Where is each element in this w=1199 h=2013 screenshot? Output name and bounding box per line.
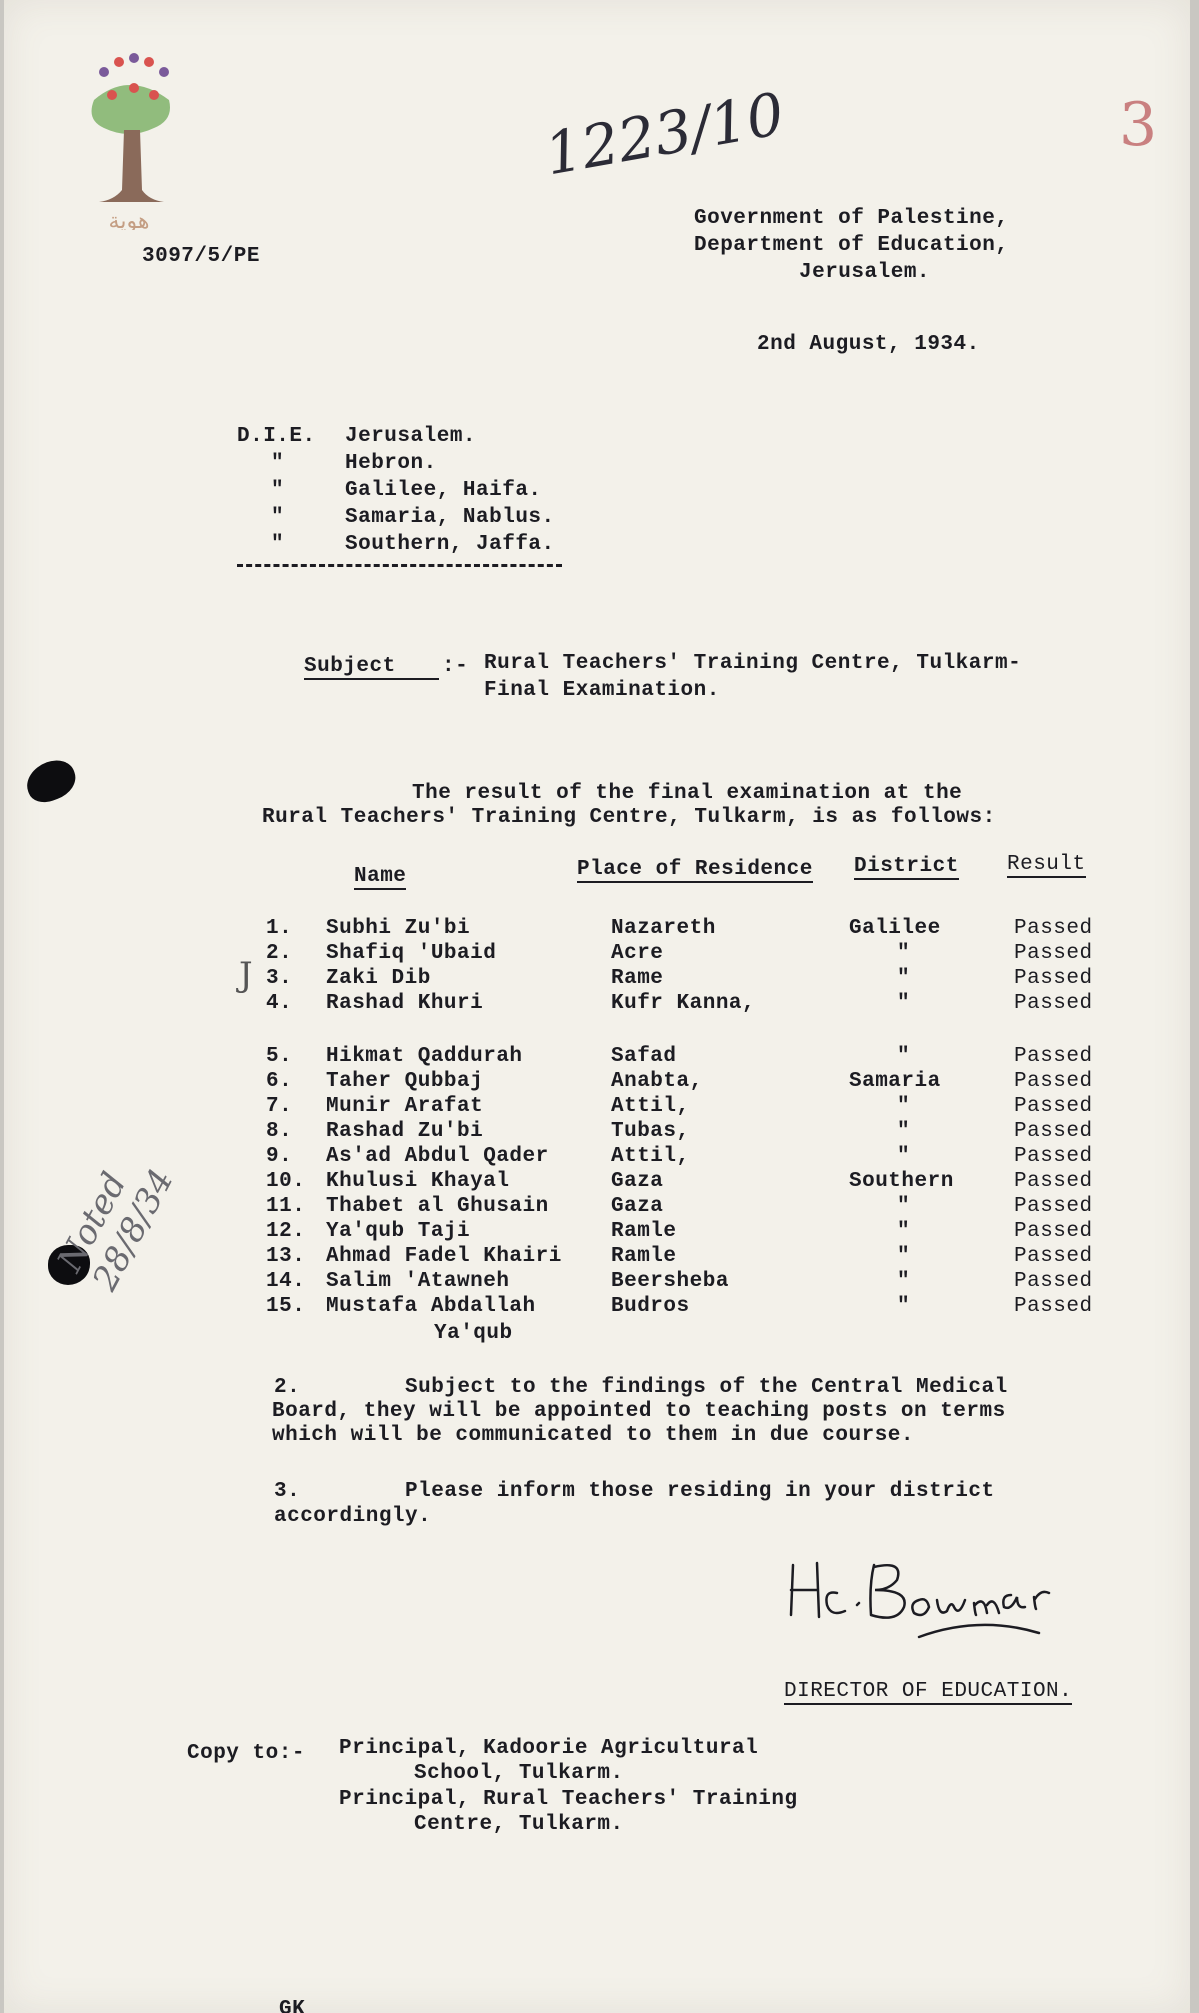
row-number: 3. [266,967,293,990]
recipient-prefix: " [271,506,285,529]
copy-line: Principal, Kadoorie Agricultural [339,1737,759,1760]
subject-label: Subject [304,655,439,680]
name-continuation: Ya'qub [434,1322,513,1345]
row-number: 12. [266,1220,306,1243]
row-name: Rashad Zu'bi [326,1120,484,1143]
row-district: Galilee [849,917,941,940]
row-number: 2. [266,942,293,965]
paragraph-2-line: 2. Subject to the findings of the Central Medical [274,1376,1008,1399]
row-name: Khulusi Khayal [326,1170,510,1193]
row-place: Attil, [611,1145,690,1168]
recipient-prefix: " [271,533,285,556]
recipient-text: Southern, Jaffa. [345,533,555,556]
row-number: 5. [266,1045,293,1068]
paragraph-2-line: Board, they will be appointed to teaching posts on terms [272,1400,1006,1423]
recipient-prefix: " [271,479,285,502]
letterhead-line: Jerusalem. [799,261,931,284]
row-district: " [897,967,911,990]
row-district: " [897,942,911,965]
recipient-prefix: D.I.E. [237,425,316,448]
letterhead-line: Government of Palestine, [694,207,1009,230]
table-header-row [4,855,1190,895]
row-number: 7. [266,1095,293,1118]
row-place: Rame [611,967,664,990]
document-page [4,0,1190,2013]
row-district: " [897,1195,911,1218]
row-name: Hikmat Qaddurah [326,1045,523,1068]
recipient-text: Jerusalem. [345,425,477,448]
header-district: District [854,855,959,878]
row-result: Passed [1014,992,1093,1015]
letterhead [694,205,1008,286]
row-district: Southern [849,1170,954,1193]
letterhead-line: Department of Education, [694,234,1009,257]
recipient-line [237,425,597,452]
row-district: " [897,1045,911,1068]
table-row [4,1195,1190,1220]
recipient-line [237,506,597,533]
table-row [4,992,1190,1017]
row-place: Gaza [611,1170,664,1193]
intro-line: The result of the final examination at the [412,782,963,805]
footer-mark: GK [279,1998,306,2013]
paragraph-2-line: which will be communicated to them in due course. [272,1424,915,1447]
recipient-line [237,452,597,479]
row-result: Passed [1014,1120,1093,1143]
recipient-list [237,425,597,567]
row-place: Anabta, [611,1070,703,1093]
svg-text:هوية: هوية [108,209,150,230]
row-result: Passed [1014,1170,1093,1193]
table-row [4,942,1190,967]
row-place: Acre [611,942,664,965]
row-place: Kufr Kanna, [611,992,756,1015]
table-row [4,1295,1190,1320]
row-place: Tubas, [611,1120,690,1143]
row-result: Passed [1014,917,1093,940]
table-row [4,917,1190,942]
row-name: Taher Qubbaj [326,1070,484,1093]
table-row [4,1045,1190,1070]
row-district: " [897,1220,911,1243]
row-name: Ahmad Fadel Khairi [326,1245,562,1268]
recipient-divider [237,564,562,567]
row-number: 6. [266,1070,293,1093]
table-row [4,1270,1190,1295]
row-name: Ya'qub Taji [326,1220,471,1243]
copy-line: Principal, Rural Teachers' Training [339,1788,798,1811]
subject-separator: :- [442,655,469,678]
row-number: 8. [266,1120,293,1143]
handwritten-tick: J [239,955,253,995]
header-place: Place of Residence [577,858,813,881]
recipient-text: Galilee, Haifa. [345,479,542,502]
row-district: Samaria [849,1070,941,1093]
row-result: Passed [1014,1295,1093,1318]
subject-line: Final Examination. [484,679,720,702]
row-number: 14. [266,1270,306,1293]
archive-logo [74,50,184,230]
row-number: 15. [266,1295,306,1318]
row-result: Passed [1014,1045,1093,1068]
table-row [4,1070,1190,1095]
row-result: Passed [1014,1070,1093,1093]
row-name: As'ad Abdul Qader [326,1145,549,1168]
row-district: " [897,1245,911,1268]
row-place: Beersheba [611,1270,729,1293]
copy-line: School, Tulkarm. [414,1762,624,1785]
recipient-line [237,533,597,560]
subject-block [304,652,1104,715]
row-place: Nazareth [611,917,716,940]
row-name: Zaki Dib [326,967,431,990]
archive-number: 1223/10 [539,79,790,189]
copy-label: Copy to:- [187,1742,305,1765]
row-district: " [897,1145,911,1168]
row-name: Mustafa Abdallah [326,1295,536,1318]
row-result: Passed [1014,1095,1093,1118]
row-name: Munir Arafat [326,1095,484,1118]
recipient-text: Hebron. [345,452,437,475]
row-place: Ramle [611,1220,677,1243]
ink-blot [21,755,81,808]
reference-number: 3097/5/PE [142,245,260,268]
row-district: " [897,1270,911,1293]
row-number: 9. [266,1145,293,1168]
subject-line: Rural Teachers' Training Centre, Tulkarm- [484,652,1022,675]
copy-line: Centre, Tulkarm. [414,1813,624,1836]
recipient-line [237,479,597,506]
paragraph-3-line: 3. Please inform those residing in your district [274,1480,995,1503]
signature-title: DIRECTOR OF EDUCATION. [784,1680,1073,1703]
row-place: Budros [611,1295,690,1318]
row-place: Safad [611,1045,677,1068]
table-row [4,967,1190,992]
table-row [4,1220,1190,1245]
row-number: 10. [266,1170,306,1193]
row-district: " [897,992,911,1015]
row-result: Passed [1014,1195,1093,1218]
row-district: " [897,1095,911,1118]
row-name: Rashad Khuri [326,992,484,1015]
row-district: " [897,1295,911,1318]
row-result: Passed [1014,942,1093,965]
row-place: Attil, [611,1095,690,1118]
row-result: Passed [1014,1245,1093,1268]
page-number: 3 [1119,90,1158,160]
row-place: Ramle [611,1245,677,1268]
recipient-text: Samaria, Nablus. [345,506,555,529]
letter-date: 2nd August, 1934. [757,333,980,356]
header-name: Name [354,865,407,888]
paragraph-3-line: accordingly. [274,1505,432,1528]
row-name: Subhi Zu'bi [326,917,471,940]
row-number: 13. [266,1245,306,1268]
row-number: 4. [266,992,293,1015]
table-row [4,1245,1190,1270]
row-number: 11. [266,1195,306,1218]
row-place: Gaza [611,1195,664,1218]
signature [779,1545,1119,1660]
row-district: " [897,1120,911,1143]
row-name: Shafiq 'Ubaid [326,942,497,965]
row-result: Passed [1014,1270,1093,1293]
row-number: 1. [266,917,293,940]
row-result: Passed [1014,1145,1093,1168]
header-result: Result [1007,853,1086,876]
row-result: Passed [1014,967,1093,990]
margin-note: Noted 28/8/34 [49,1162,182,1298]
recipient-prefix: " [271,452,285,475]
row-name: Salim 'Atawneh [326,1270,510,1293]
row-name: Thabet al Ghusain [326,1195,549,1218]
row-result: Passed [1014,1220,1093,1243]
intro-line: Rural Teachers' Training Centre, Tulkarm, is as follows: [262,806,996,829]
